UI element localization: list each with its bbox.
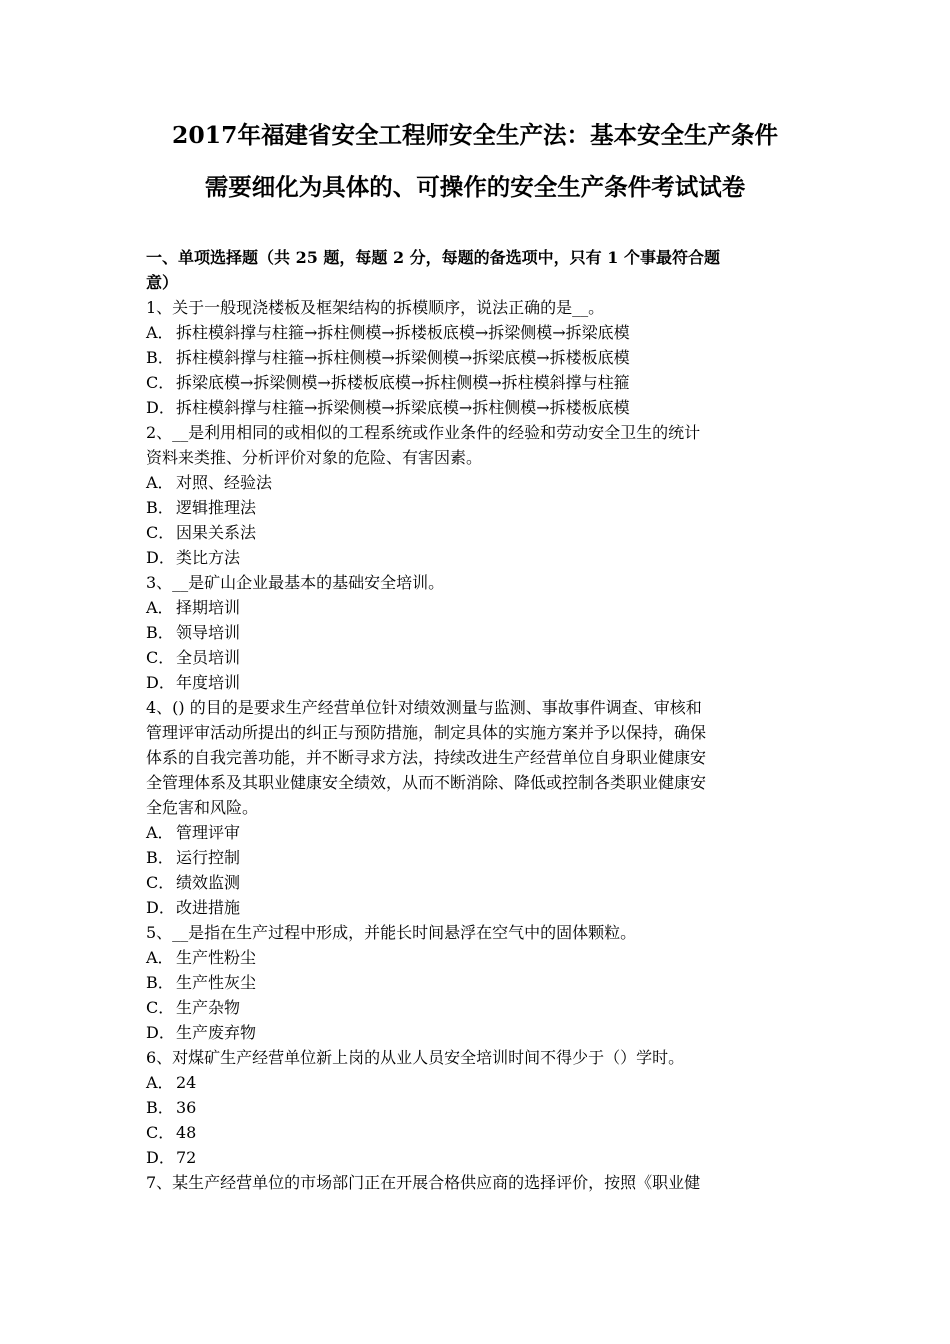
option-letter: D．	[146, 548, 175, 567]
answer-option	[146, 1020, 811, 1045]
answer-option	[146, 845, 811, 870]
question-text-line: 全危害和风险。	[146, 798, 259, 817]
question-text-line: 全管理体系及其职业健康安全绩效，从而不断消除、降低或控制各类职业健康安	[146, 773, 707, 792]
option-letter: D．	[146, 1148, 175, 1167]
option-letter: A．	[146, 948, 174, 967]
question-5	[146, 920, 811, 1045]
section-heading-line-2: 意）	[146, 273, 179, 292]
option-text: 拆梁底模→拆梁侧模→拆楼板底模→拆柱侧模→拆柱模斜撑与柱箍	[176, 373, 630, 392]
option-text: 72	[176, 1148, 197, 1167]
answer-option	[146, 1120, 811, 1145]
section-heading-line-1: 一、单项选择题（共 25 题，每题 2 分，每题的备选项中，只有 1 个事最符合题	[146, 248, 720, 267]
option-letter: C．	[146, 373, 175, 392]
option-text: 生产性粉尘	[176, 948, 257, 967]
answer-option	[146, 595, 811, 620]
option-letter: B．	[146, 973, 174, 992]
option-letter: D．	[146, 898, 175, 917]
option-letter: D．	[146, 673, 175, 692]
question-text-line: 1、关于一般现浇楼板及框架结构的拆模顺序，说法正确的是__。	[146, 298, 605, 317]
question-6	[146, 1045, 811, 1170]
answer-option	[146, 395, 811, 420]
question-text-line: 5、__是指在生产过程中形成，并能长时间悬浮在空气中的固体颗粒。	[146, 923, 637, 942]
option-text: 年度培训	[176, 673, 241, 692]
option-text: 生产性灰尘	[176, 973, 257, 992]
question-text-line: 2、__是利用相同的或相似的工程系统或作业条件的经验和劳动安全卫生的统计	[146, 423, 701, 442]
question-text-line: 7、某生产经营单位的市场部门正在开展合格供应商的选择评价，按照《职业健	[146, 1173, 701, 1192]
answer-option	[146, 895, 811, 920]
question-text-line: 4、() 的目的是要求生产经营单位针对绩效测量与监测、事故事件调查、审核和	[146, 698, 702, 717]
option-text: 36	[176, 1098, 197, 1117]
option-letter: A．	[146, 473, 174, 492]
document-title-line-1: 2017年福建省安全工程师安全生产法：基本安全生产条件	[172, 121, 778, 149]
answer-option	[146, 1070, 811, 1095]
answer-option	[146, 1095, 811, 1120]
option-letter: D．	[146, 398, 175, 417]
document-body	[146, 245, 811, 1195]
option-letter: A．	[146, 598, 174, 617]
option-letter: C．	[146, 1123, 175, 1142]
answer-option	[146, 645, 811, 670]
option-text: 领导培训	[176, 623, 241, 642]
option-text: 24	[176, 1073, 197, 1092]
answer-option	[146, 320, 811, 345]
answer-option	[146, 970, 811, 995]
option-letter: C．	[146, 648, 175, 667]
option-text: 绩效监测	[176, 873, 241, 892]
question-text-line: 3、__是矿山企业最基本的基础安全培训。	[146, 573, 445, 592]
question-7	[146, 1170, 811, 1195]
answer-option	[146, 1145, 811, 1170]
answer-option	[146, 370, 811, 395]
option-letter: A．	[146, 1073, 174, 1092]
option-text: 生产废弃物	[176, 1023, 257, 1042]
question-text-line: 管理评审活动所提出的纠正与预防措施，制定具体的实施方案并予以保持，确保	[146, 723, 707, 742]
option-text: 因果关系法	[176, 523, 257, 542]
answer-option	[146, 495, 811, 520]
question-4	[146, 695, 811, 920]
option-text: 48	[176, 1123, 197, 1142]
option-letter: B．	[146, 848, 174, 867]
question-text-line: 6、对煤矿生产经营单位新上岗的从业人员安全培训时间不得少于（）学时。	[146, 1048, 685, 1067]
question-text-line: 资料来类推、分析评价对象的危险、有害因素。	[146, 448, 483, 467]
option-text: 运行控制	[176, 848, 241, 867]
option-letter: B．	[146, 348, 174, 367]
option-text: 类比方法	[176, 548, 241, 567]
answer-option	[146, 345, 811, 370]
section-heading	[146, 245, 811, 295]
answer-option	[146, 995, 811, 1020]
document-title-line-2: 需要细化为具体的、可操作的安全生产条件考试试卷	[204, 173, 746, 201]
option-letter: B．	[146, 498, 174, 517]
answer-option	[146, 520, 811, 545]
answer-option	[146, 945, 811, 970]
question-text-line: 体系的自我完善功能，并不断寻求方法，持续改进生产经营单位自身职业健康安	[146, 748, 707, 767]
option-text: 拆柱模斜撑与柱箍→拆柱侧模→拆楼板底模→拆梁侧模→拆梁底模	[176, 323, 630, 342]
option-text: 拆柱模斜撑与柱箍→拆梁侧模→拆梁底模→拆柱侧模→拆楼板底模	[176, 398, 630, 417]
option-letter: B．	[146, 623, 174, 642]
answer-option	[146, 470, 811, 495]
option-text: 改进措施	[176, 898, 241, 917]
option-letter: D．	[146, 1023, 175, 1042]
question-3	[146, 570, 811, 695]
answer-option	[146, 820, 811, 845]
option-text: 全员培训	[176, 648, 241, 667]
answer-option	[146, 670, 811, 695]
option-text: 拆柱模斜撑与柱箍→拆柱侧模→拆梁侧模→拆梁底模→拆楼板底模	[176, 348, 630, 367]
answer-option	[146, 870, 811, 895]
answer-option	[146, 545, 811, 570]
option-text: 对照、经验法	[176, 473, 273, 492]
answer-option	[146, 620, 811, 645]
question-1	[146, 295, 811, 420]
question-2	[146, 420, 811, 570]
option-text: 管理评审	[176, 823, 241, 842]
question-list	[146, 295, 811, 1195]
option-text: 择期培训	[176, 598, 241, 617]
option-letter: A．	[146, 823, 174, 842]
option-text: 生产杂物	[176, 998, 241, 1017]
option-letter: C．	[146, 523, 175, 542]
option-letter: A．	[146, 323, 174, 342]
option-letter: B．	[146, 1098, 174, 1117]
option-letter: C．	[146, 873, 175, 892]
option-letter: C．	[146, 998, 175, 1017]
option-text: 逻辑推理法	[176, 498, 257, 517]
